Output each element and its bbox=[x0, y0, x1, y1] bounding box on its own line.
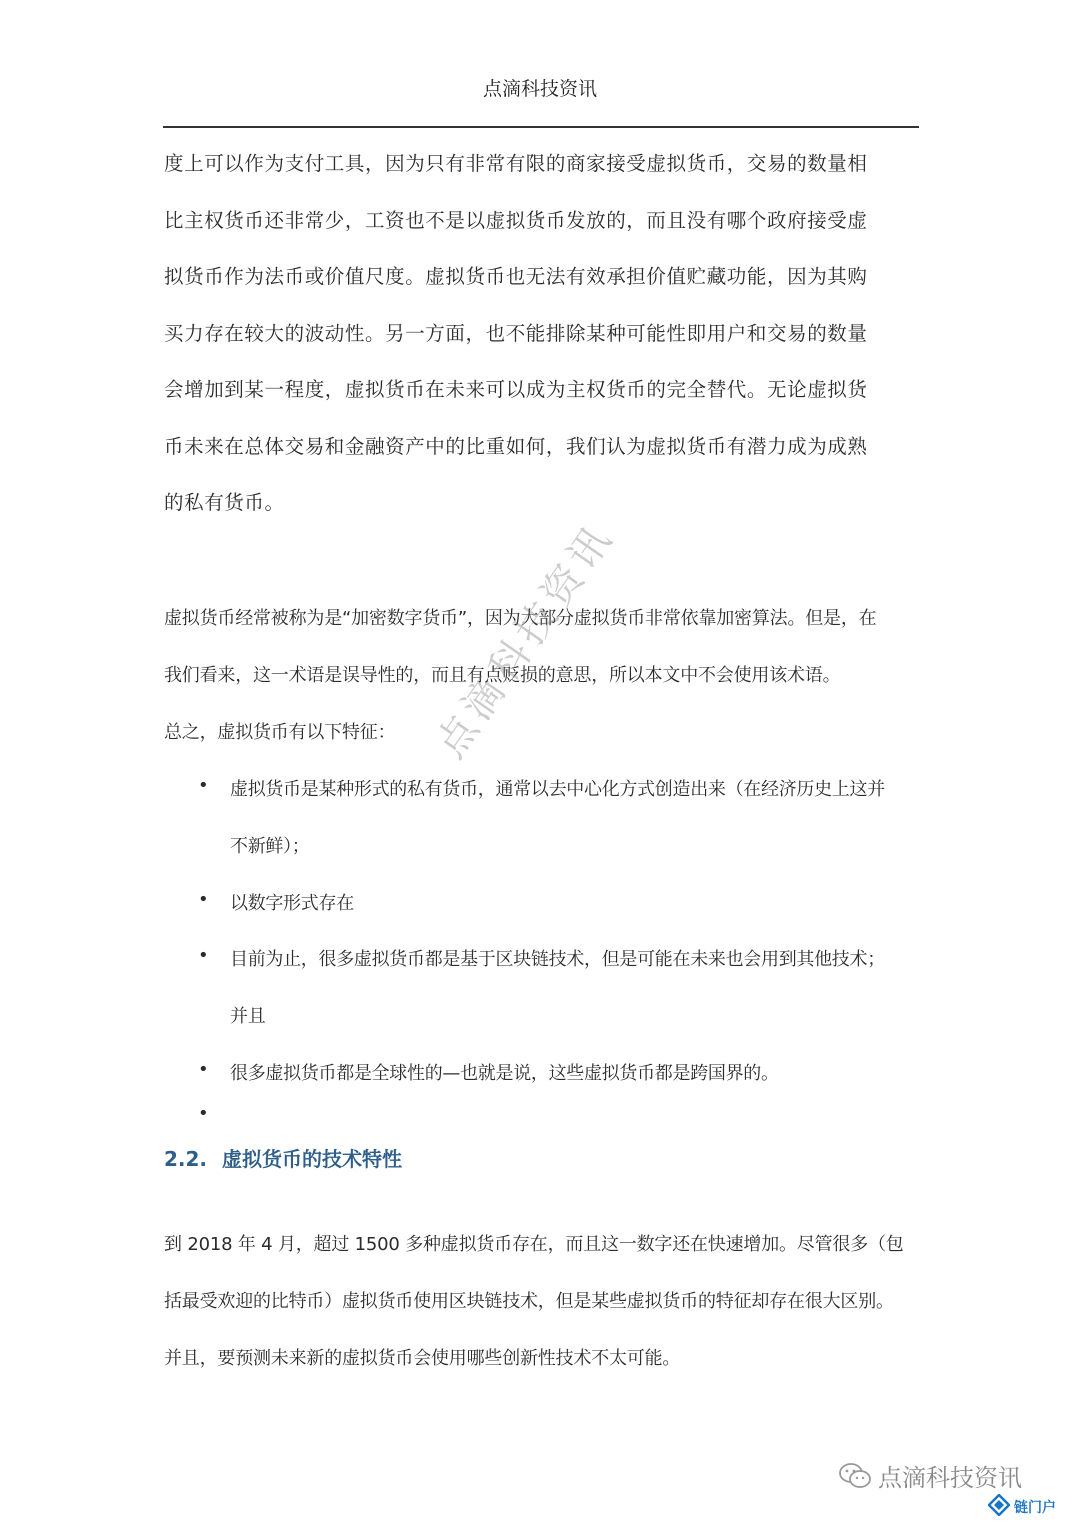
paragraph-line: 买力存在较大的波动性。另一方面，也不能排除某种可能性即用户和交易的数量 bbox=[164, 321, 868, 345]
bullet-marker-empty: • bbox=[198, 1103, 209, 1124]
footer-brand-text: 点滴科技资讯 bbox=[878, 1464, 1022, 1492]
bullet-marker: • bbox=[198, 775, 209, 796]
wechat-icon bbox=[838, 1461, 872, 1491]
bullet-marker: • bbox=[198, 889, 209, 910]
paragraph-line: 币未来在总体交易和金融资产中的比重如何，我们认为虚拟货币有潜力成为成熟 bbox=[164, 434, 868, 458]
paragraph-line: 的私有货币。 bbox=[164, 491, 285, 514]
page-header-title: 点滴科技资讯 bbox=[482, 78, 597, 100]
bullet-3-line-2: 并且 bbox=[230, 1006, 266, 1027]
paragraph-line: 拟货币作为法币或价值尺度。虚拟货币也无法有效承担价值贮藏功能，因为其购 bbox=[164, 265, 868, 288]
paragraph-3-line-3: 并且，要预测未来新的虚拟货币会使用哪些创新性技术不太可能。 bbox=[164, 1348, 681, 1369]
bullet-marker: • bbox=[198, 945, 209, 966]
bullet-marker: • bbox=[198, 1059, 209, 1080]
bullet-1-line-2: 不新鲜）； bbox=[230, 836, 310, 857]
paragraph-1 bbox=[164, 136, 920, 532]
bullet-3-line-1: 目前为止，很多虚拟货币都是基于区块链技术，但是可能在未来也会用到其他技术； bbox=[230, 949, 885, 970]
bullet-1-line-1: 虚拟货币是某种形式的私有货币，通常以去中心化方式创造出来（在经济历史上这并 bbox=[230, 779, 885, 800]
diamond-logo-icon bbox=[988, 1494, 1010, 1520]
paragraph-line: 比主权货币还非常少，工资也不是以虚拟货币发放的，而且没有哪个政府接受虚 bbox=[164, 208, 868, 232]
paragraph-2-line-2: 我们看来，这一术语是误导性的，而且有点贬损的意思，所以本文中不会使用该术语。 bbox=[164, 665, 841, 686]
paragraph-3-line-1: 到 2018 年 4 月，超过 1500 多种虚拟货币存在，而且这一数字还在快速增加。尽管很多（包 bbox=[164, 1234, 904, 1255]
section-heading bbox=[164, 1143, 402, 1172]
footer-brand bbox=[838, 1458, 1022, 1493]
paragraph-line: 度上可以作为支付工具，因为只有非常有限的商家接受虚拟货币，交易的数量相 bbox=[164, 152, 868, 175]
paragraph-line: 会增加到某一程度，虚拟货币在未来可以成为主权货币的完全替代。无论虚拟货 bbox=[164, 378, 868, 401]
logo-text: 链门户 bbox=[1014, 1500, 1056, 1516]
summary-line: 总之，虚拟货币有以下特征： bbox=[164, 722, 396, 743]
section-number: 2.2. bbox=[164, 1147, 208, 1171]
header-divider bbox=[163, 126, 919, 128]
bullet-4: 很多虚拟货币都是全球性的—也就是说，这些虚拟货币都是跨国界的。 bbox=[230, 1063, 779, 1084]
paragraph-2-line-1: 虚拟货币经常被称为是“加密数字货币”，因为大部分虚拟货币非常依靠加密算法。但是，在 bbox=[164, 608, 877, 629]
section-title: 虚拟货币的技术特性 bbox=[222, 1147, 402, 1171]
bullet-2: 以数字形式存在 bbox=[230, 893, 354, 914]
diagonal-watermark: 点滴科技资讯 bbox=[427, 514, 624, 767]
site-logo bbox=[988, 1494, 1056, 1520]
paragraph-3-line-2: 括最受欢迎的比特币）虚拟货币使用区块链技术，但是某些虚拟货币的特征却存在很大区别。 bbox=[164, 1291, 894, 1312]
